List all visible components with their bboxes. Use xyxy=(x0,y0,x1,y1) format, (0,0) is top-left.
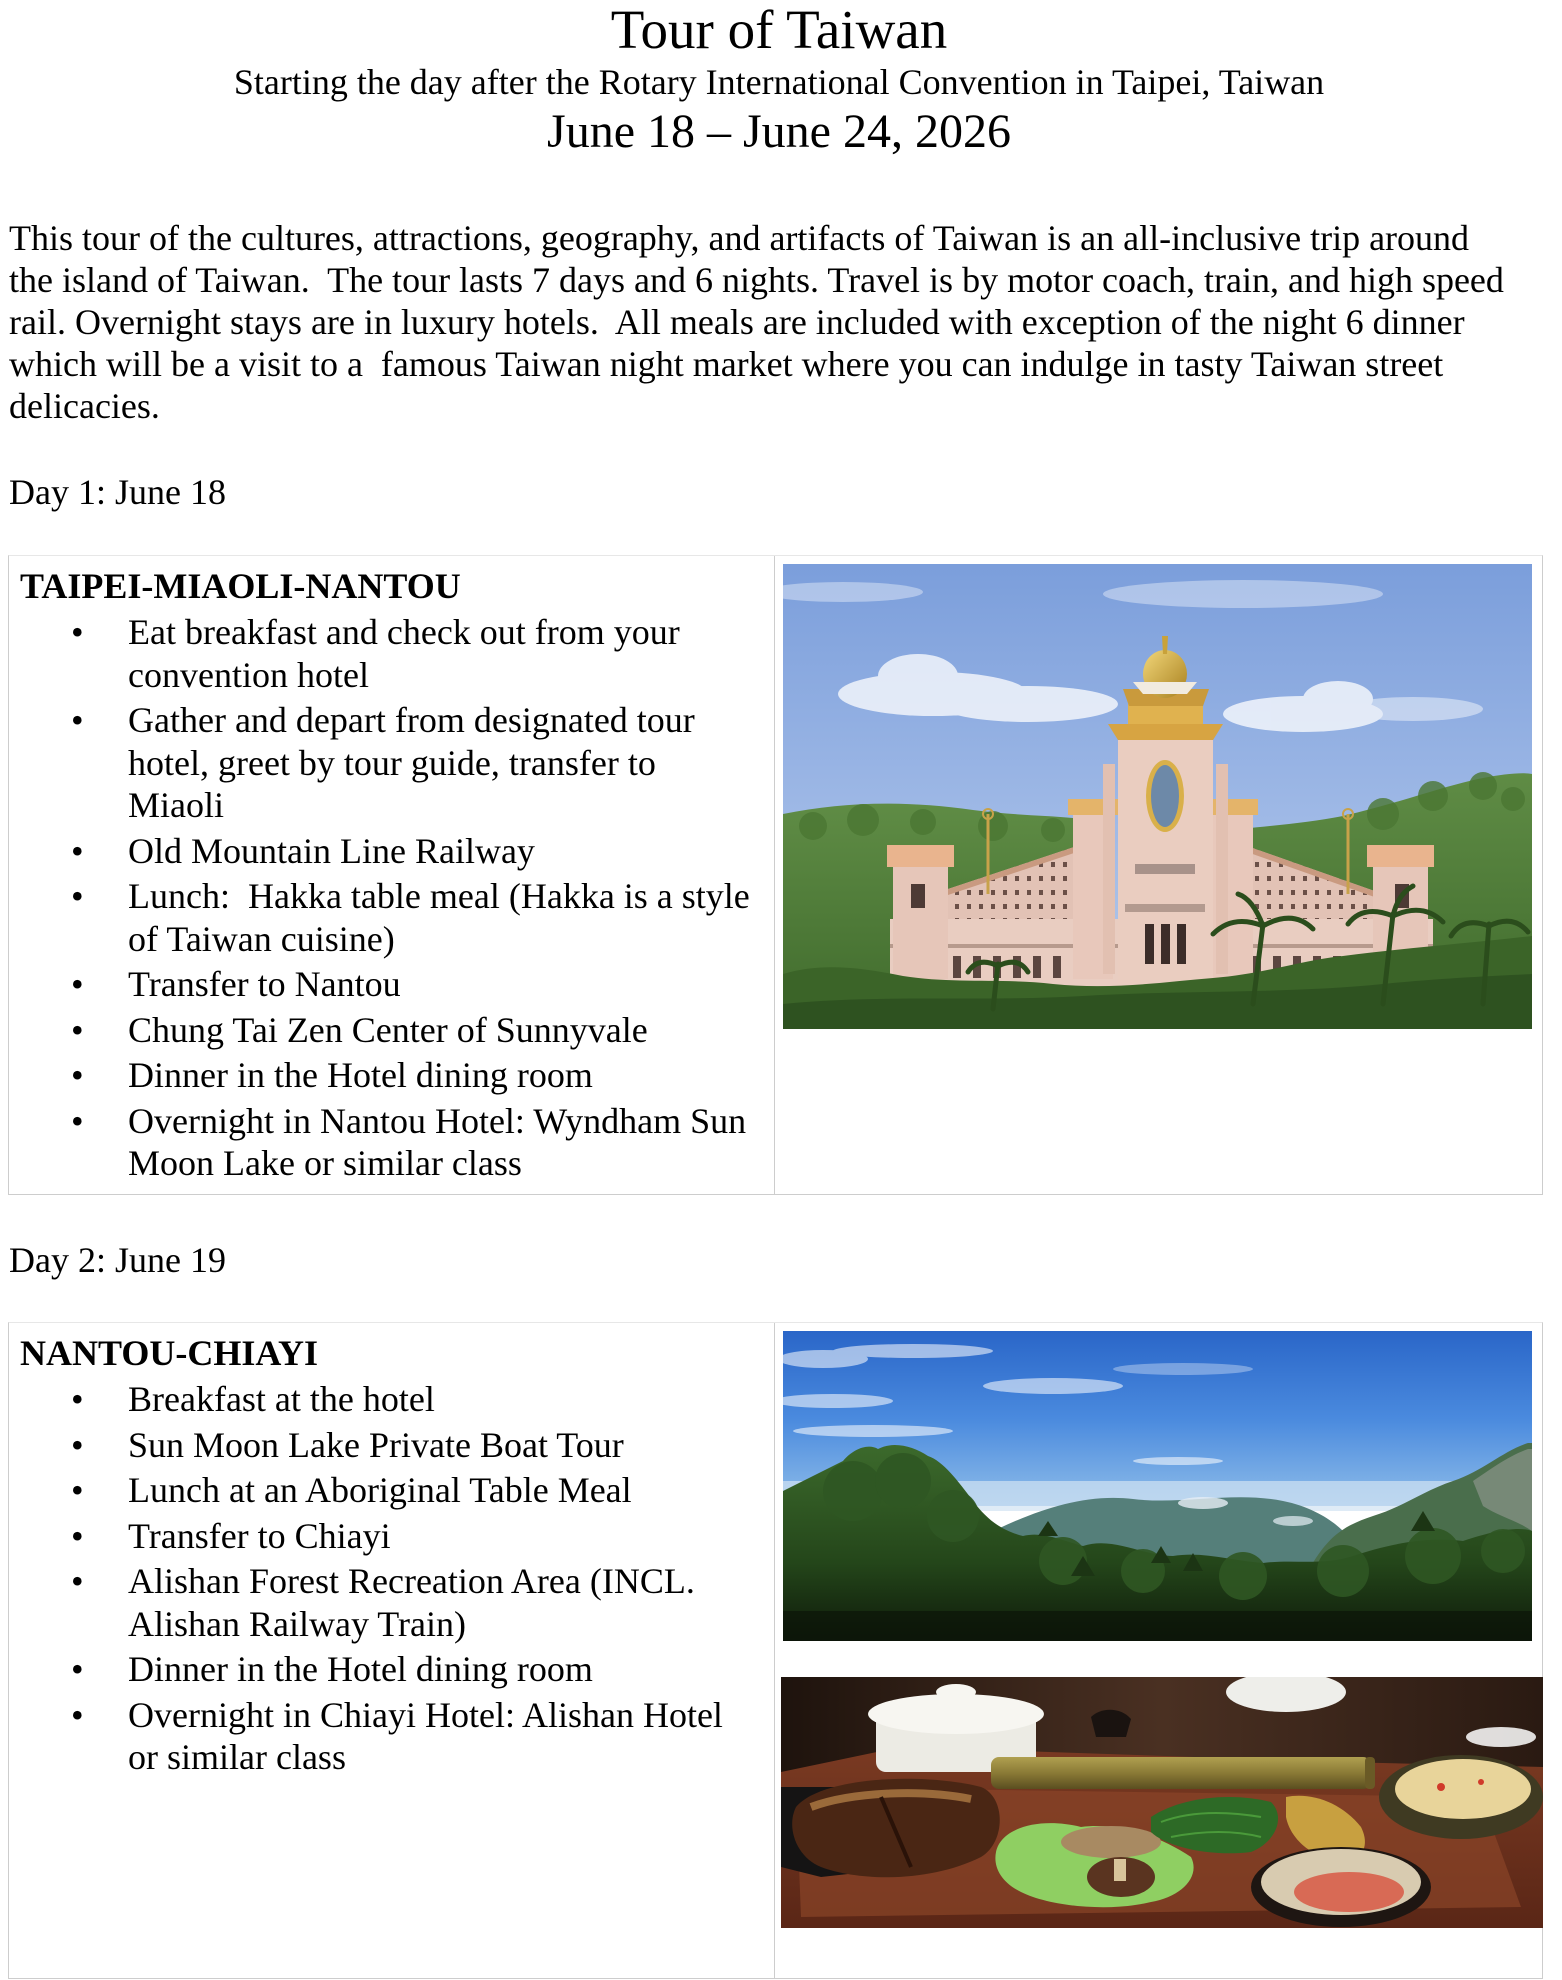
list-item xyxy=(9,611,769,696)
list-item-line: • Dinner in the Hotel dining room xyxy=(128,1649,593,1689)
list-item-line: or similar class xyxy=(128,1737,346,1777)
list-item xyxy=(9,1515,769,1558)
day-1-route-heading: TAIPEI-MIAOLI-NANTOU xyxy=(20,566,461,606)
list-item-line: • Overnight in Chiayi Hotel: Alishan Hotel xyxy=(128,1694,723,1735)
list-item xyxy=(9,1648,769,1691)
list-item-line: Moon Lake or similar class xyxy=(128,1143,522,1183)
day-2-label: Day 2: June 19 xyxy=(9,1240,226,1280)
list-item-line: • Old Mountain Line Railway xyxy=(128,830,535,871)
list-item-line: • Chung Tai Zen Center of Sunnyvale xyxy=(128,1009,648,1050)
column-divider xyxy=(774,556,775,1194)
list-item xyxy=(9,1378,769,1421)
list-item xyxy=(9,1424,769,1467)
intro-line: delicacies. xyxy=(9,386,160,426)
list-item-line: • Lunch: Hakka table meal (Hakka is a style xyxy=(128,876,750,916)
intro-line: This tour of the cultures, attractions, geography, and artifacts of Taiwan is an all-inclusive trip around xyxy=(9,218,1470,258)
list-item-line: convention hotel xyxy=(128,654,369,695)
list-item xyxy=(9,699,769,827)
list-item xyxy=(9,963,769,1006)
list-item-line: hotel, greet by tour guide, transfer to xyxy=(128,742,656,783)
list-item xyxy=(9,830,769,873)
list-item xyxy=(9,1469,769,1512)
list-item-line: Alishan Railway Train) xyxy=(128,1603,466,1644)
list-item-line: • Overnight in Nantou Hotel: Wyndham Sun xyxy=(128,1100,747,1141)
list-item-line: Miaoli xyxy=(128,785,224,825)
list-item-line: • Sun Moon Lake Private Boat Tour xyxy=(128,1424,624,1465)
list-item xyxy=(9,1100,769,1185)
list-item xyxy=(9,1560,769,1645)
list-item-line: • Dinner in the Hotel dining room xyxy=(128,1055,593,1095)
intro-line: the island of Taiwan. The tour lasts 7 days and 6 nights. Travel is by motor coach, train, and high speed xyxy=(9,260,1504,300)
list-item-line: • Lunch at an Aboriginal Table Meal xyxy=(128,1470,632,1510)
list-item-line: • Transfer to Chiayi xyxy=(128,1515,391,1556)
day-2-route-heading: NANTOU-CHIAYI xyxy=(20,1333,319,1373)
list-item xyxy=(9,1694,769,1779)
day-1-activity-list xyxy=(9,608,769,1185)
aboriginal-meal-photo xyxy=(781,1677,1543,1928)
day-2-activity-list xyxy=(9,1375,769,1779)
intro-line: rail. Overnight stays are in luxury hotels. All meals are included with exception of the night 6 dinner xyxy=(9,302,1465,342)
list-item-line: • Transfer to Nantou xyxy=(128,964,401,1004)
list-item-line: • Eat breakfast and check out from your xyxy=(128,612,680,652)
temple-photo xyxy=(783,564,1532,1029)
intro-line: which will be a visit to a famous Taiwan night market where you can indulge in tasty Taiwan street xyxy=(9,344,1444,384)
sauce-bowl xyxy=(1251,1847,1431,1927)
roast-meat xyxy=(781,1779,1000,1877)
page-title: Tour of Taiwan xyxy=(610,0,948,60)
page-subtitle: Starting the day after the Rotary International Convention in Taipei, Taiwan xyxy=(233,62,1325,102)
list-item-line: • Gather and depart from designated tour xyxy=(128,700,695,740)
list-item xyxy=(9,1009,769,1052)
intro-paragraph xyxy=(9,217,1559,427)
bamboo-tube xyxy=(991,1757,1375,1789)
list-item-line: • Breakfast at the hotel xyxy=(128,1379,435,1419)
list-item-line: • Alishan Forest Recreation Area (INCL. xyxy=(128,1561,695,1601)
column-divider xyxy=(774,1323,775,1978)
tour-dates: June 18 – June 24, 2026 xyxy=(547,105,1011,158)
list-item xyxy=(9,875,769,960)
day-1-label: Day 1: June 18 xyxy=(9,472,226,512)
forest-photo xyxy=(783,1331,1532,1641)
list-item xyxy=(9,1054,769,1097)
list-item-line: of Taiwan cuisine) xyxy=(128,918,395,959)
